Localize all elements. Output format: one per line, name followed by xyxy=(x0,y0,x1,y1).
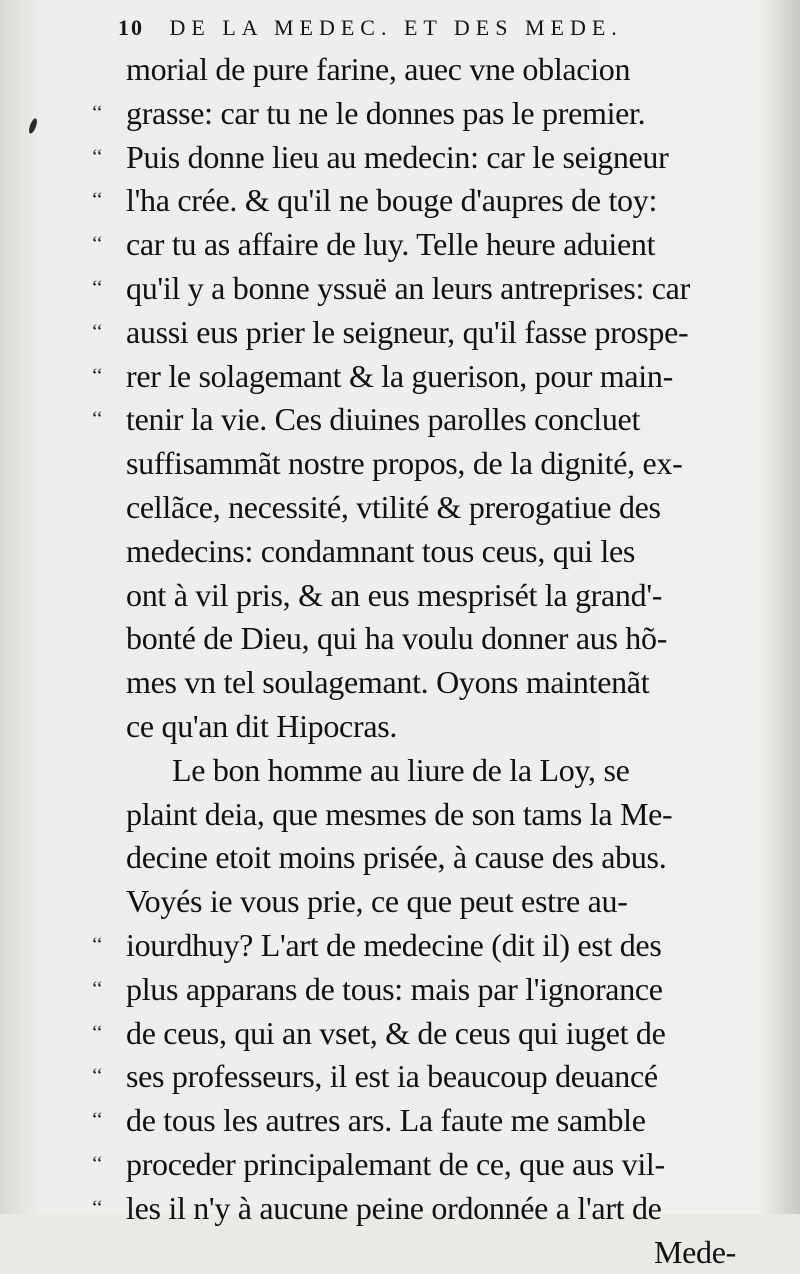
text-line xyxy=(91,1187,746,1231)
line-text: iourdhuy? L'art de medecine (dit il) est des xyxy=(126,926,662,963)
line-text: suffisammãt nostre propos, de la dignité, ex- xyxy=(126,445,683,482)
quotation-mark: ‘‘ xyxy=(91,101,103,124)
line-text: Le bon homme au liure de la Loy, se xyxy=(172,751,630,788)
text-line xyxy=(91,398,746,442)
text-line xyxy=(91,1143,746,1187)
text-line xyxy=(91,179,746,223)
text-line xyxy=(126,617,746,661)
text-line xyxy=(91,223,746,267)
line-text: morial de pure farine, auec vne oblacion xyxy=(126,51,631,87)
quotation-mark: ‘‘ xyxy=(91,1109,103,1132)
line-text: Voyés ie vous prie, ce que peut estre au- xyxy=(126,883,628,920)
line-text: cellãce, necessité, vtilité & prerogatiue des xyxy=(126,488,661,525)
page-number: 10 xyxy=(118,15,144,40)
line-text: ce qu'an dit Hipocras. xyxy=(126,707,398,744)
text-line xyxy=(126,836,746,880)
text-line xyxy=(91,311,746,355)
line-text: bonté de Dieu, qui ha voulu donner aus hõ- xyxy=(126,620,668,657)
text-line xyxy=(126,486,746,530)
line-text: de tous les autres ars. La faute me samble xyxy=(126,1102,646,1139)
quotation-mark: ‘‘ xyxy=(91,276,103,299)
line-text: decine etoit moins prisée, à cause des abus. xyxy=(126,839,667,876)
line-text: aussi eus prier le seigneur, qu'il fasse prospe- xyxy=(126,313,689,350)
quotation-mark: ‘‘ xyxy=(91,320,103,343)
line-text: ont à vil pris, & an eus mesprisét la grand'- xyxy=(126,576,663,613)
text-line xyxy=(126,661,746,705)
line-text: rer le solagemant & la guerison, pour main- xyxy=(126,357,673,394)
quotation-mark: ‘‘ xyxy=(91,977,103,1000)
paragraph-start-line xyxy=(126,749,746,793)
text-line xyxy=(91,355,746,399)
line-text: mes vn tel soulagemant. Oyons maintenãt xyxy=(126,664,650,701)
line-text: grasse: car tu ne le donnes pas le premier. xyxy=(126,94,646,131)
quotation-mark: ‘‘ xyxy=(91,933,103,956)
ink-spot xyxy=(27,117,38,134)
line-text: de ceus, qui an vset, & de ceus qui iuget de xyxy=(126,1014,666,1051)
text-line xyxy=(91,1099,746,1143)
running-title: DE LA MEDEC. ET DES MEDE. xyxy=(169,15,623,40)
text-line xyxy=(91,968,746,1012)
quotation-mark: ‘‘ xyxy=(91,189,103,212)
text-line xyxy=(126,530,746,574)
text-line xyxy=(91,267,746,311)
line-text: tenir la vie. Ces diuines parolles concluet xyxy=(126,401,641,438)
line-text: l'ha crée. & qu'il ne bouge d'aupres de toy: xyxy=(126,182,658,219)
quotation-mark: ‘‘ xyxy=(91,145,103,168)
text-line xyxy=(126,880,746,924)
line-text: les il n'y à aucune peine ordonnée a l'art de xyxy=(126,1189,662,1226)
line-text: plaint deia, que mesmes de son tams la Me- xyxy=(126,795,673,832)
text-line xyxy=(91,1055,746,1099)
text-line xyxy=(126,705,746,749)
text-line xyxy=(126,48,746,92)
line-text: proceder principalemant de ce, que aus vil- xyxy=(126,1145,665,1182)
text-line xyxy=(91,92,746,136)
line-text: plus apparans de tous: mais par l'ignorance xyxy=(126,970,663,1007)
line-text: car tu as affaire de luy. Telle heure aduient xyxy=(126,226,656,263)
quotation-mark: ‘‘ xyxy=(91,1152,103,1175)
running-head xyxy=(118,8,758,48)
catchword: Mede- xyxy=(653,1233,736,1270)
line-text: Puis donne lieu au medecin: car le seigneur xyxy=(126,138,669,175)
text-line xyxy=(91,136,746,180)
quotation-mark: ‘‘ xyxy=(91,364,103,387)
quotation-mark: ‘‘ xyxy=(91,1196,103,1219)
line-text: qu'il y a bonne yssuë an leurs antreprises: car xyxy=(126,269,690,306)
text-line xyxy=(126,574,746,618)
line-text: medecins: condamnant tous ceus, qui les xyxy=(126,532,636,569)
quotation-mark: ‘‘ xyxy=(91,1021,103,1044)
quotation-mark: ‘‘ xyxy=(91,1065,103,1088)
text-line xyxy=(126,442,746,486)
text-line xyxy=(126,793,746,837)
quotation-mark: ‘‘ xyxy=(91,233,103,256)
line-text: ses professeurs, il est ia beaucoup deuancé xyxy=(126,1058,658,1095)
quotation-mark: ‘‘ xyxy=(91,408,103,431)
text-line xyxy=(91,1012,746,1056)
body-text xyxy=(91,48,746,1274)
text-line xyxy=(91,924,746,968)
